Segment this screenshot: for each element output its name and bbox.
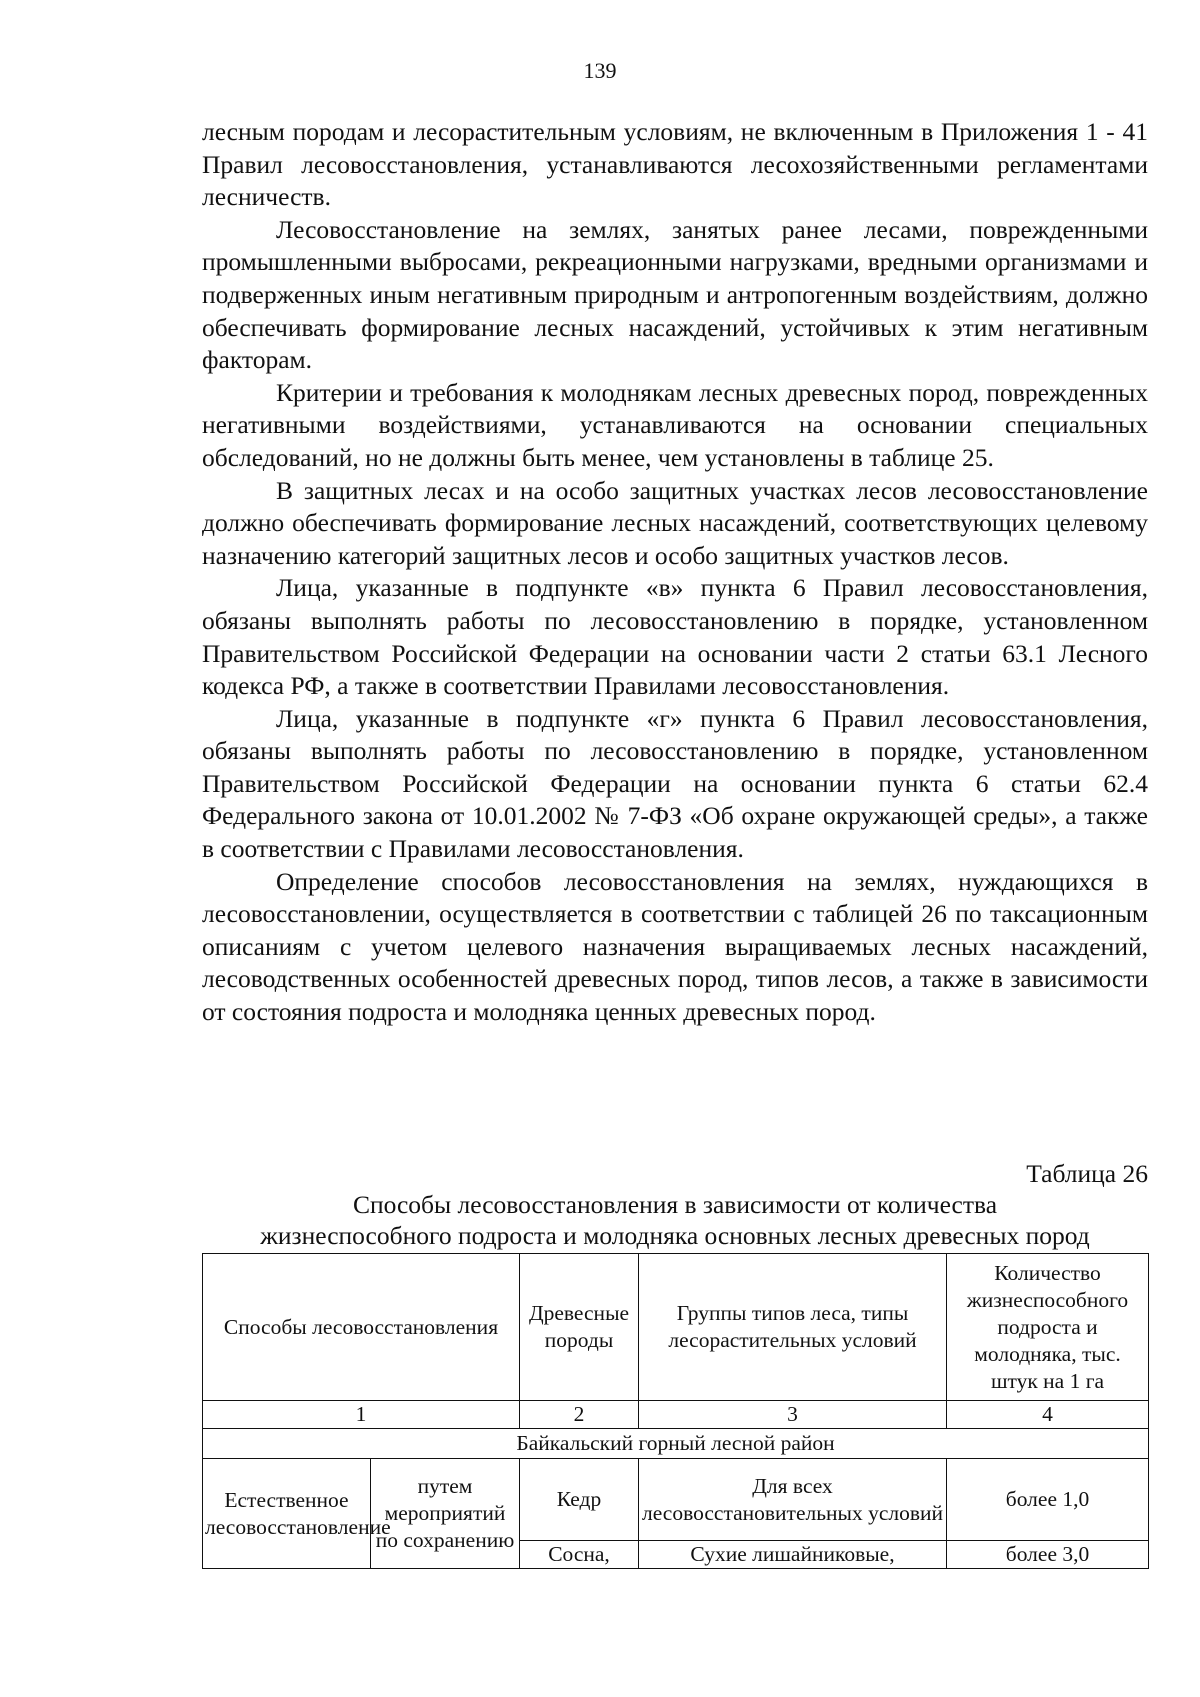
quantity-cell: более 1,0	[947, 1459, 1149, 1541]
header-forest-groups: Группы типов леса, типы лесорастительных условий	[639, 1254, 947, 1401]
col-number: 4	[947, 1401, 1149, 1429]
table-title-line-1: Способы лесовосстановления в зависимости от количества	[352, 1190, 998, 1219]
species-cell: Сосна,	[520, 1541, 639, 1569]
paragraph-2: Лесовосстановление на землях, занятых ранее лесами, поврежденными промышленными выбросами, рекреационными нагрузками, вредными организмами и подверженных иным негативным природным и антропогенным воздействиям, должно обеспечивать формирование лесных насаждений, устойчивых к этим негативным факторам.	[202, 214, 1148, 375]
page-number: 139	[583, 58, 617, 83]
paragraph-3: Критерии и требования к молоднякам лесных древесных пород, поврежденных негативными воздействиями, устанавливаются на основании специальных обследований, но не должны быть менее, чем установлены в таблице 25.	[202, 377, 1148, 472]
section-title: Байкальский горный лесной район	[203, 1429, 1149, 1459]
species-cell: Кедр	[520, 1459, 639, 1541]
header-species: Древесные породы	[520, 1254, 639, 1401]
paragraph-1: лесным породам и лесорастительным условиям, не включенным в Приложения 1 - 41 Правил лесовосстановления, устанавливаются лесохозяйственными регламентами лесничеств.	[202, 117, 1148, 212]
header-methods: Способы лесовосстановления	[203, 1254, 520, 1401]
body-text	[202, 116, 1148, 1029]
col-number: 2	[520, 1401, 639, 1429]
table-section-row	[203, 1429, 1149, 1459]
table-header-row	[203, 1254, 1149, 1401]
quantity-cell: более 3,0	[947, 1541, 1149, 1569]
paragraph-6: Лица, указанные в подпункте «г» пункта 6 Правил лесовосстановления, обязаны выполнять работы по лесовосстановлению в порядке, установленном Правительством Российской Федерации на основании пункта 6 статьи 62.4 Федерального закона от 10.01.2002 № 7-ФЗ «Об охране окружающей среды», а также в соответствии с Правилами лесовосстановления.	[202, 703, 1148, 864]
paragraph-7: Определение способов лесовосстановления на землях, нуждающихся в лесовосстановлении, осуществляется в соответствии с таблицей 26 по таксационным описаниям с учетом целевого назначения выращиваемых лесных насаждений, лесоводственных особенностей древесных пород, типов лесов, а также в зависимости от состояния подроста и молодняка ценных древесных пород.	[202, 866, 1148, 1027]
table-title-line-2: жизнеспособного подроста и молодняка основных лесных древесных пород	[260, 1221, 1090, 1250]
table-label: Таблица 26	[1026, 1159, 1148, 1188]
forest-group-cell: Сухие лишайниковые,	[639, 1541, 947, 1569]
method-cell: Естественное лесовосстановление	[203, 1459, 371, 1569]
table-26	[202, 1253, 1149, 1569]
submethod-cell: путем мероприятий по сохранению	[371, 1459, 520, 1569]
forest-group-cell: Для всех лесовосстановительных условий	[639, 1459, 947, 1541]
paragraph-5: Лица, указанные в подпункте «в» пункта 6 Правил лесовосстановления, обязаны выполнять работы по лесовосстановлению в порядке, установленном Правительством Российской Федерации на основании части 2 статьи 63.1 Лесного кодекса РФ, а также в соответствии Правилами лесовосстановления.	[202, 573, 1148, 701]
col-number: 1	[203, 1401, 520, 1429]
header-quantity: Количество жизнеспособного подроста и молодняка, тыс. штук на 1 га	[947, 1254, 1149, 1401]
col-number: 3	[639, 1401, 947, 1429]
table-number-row	[203, 1401, 1149, 1429]
paragraph-4: В защитных лесах и на особо защитных участках лесов лесовосстановление должно обеспечивать формирование лесных насаждений, соответствующих целевому назначению категорий защитных лесов и особо защитных участков лесов.	[202, 475, 1148, 570]
table-caption	[202, 1158, 1148, 1251]
table-row	[203, 1459, 1149, 1541]
